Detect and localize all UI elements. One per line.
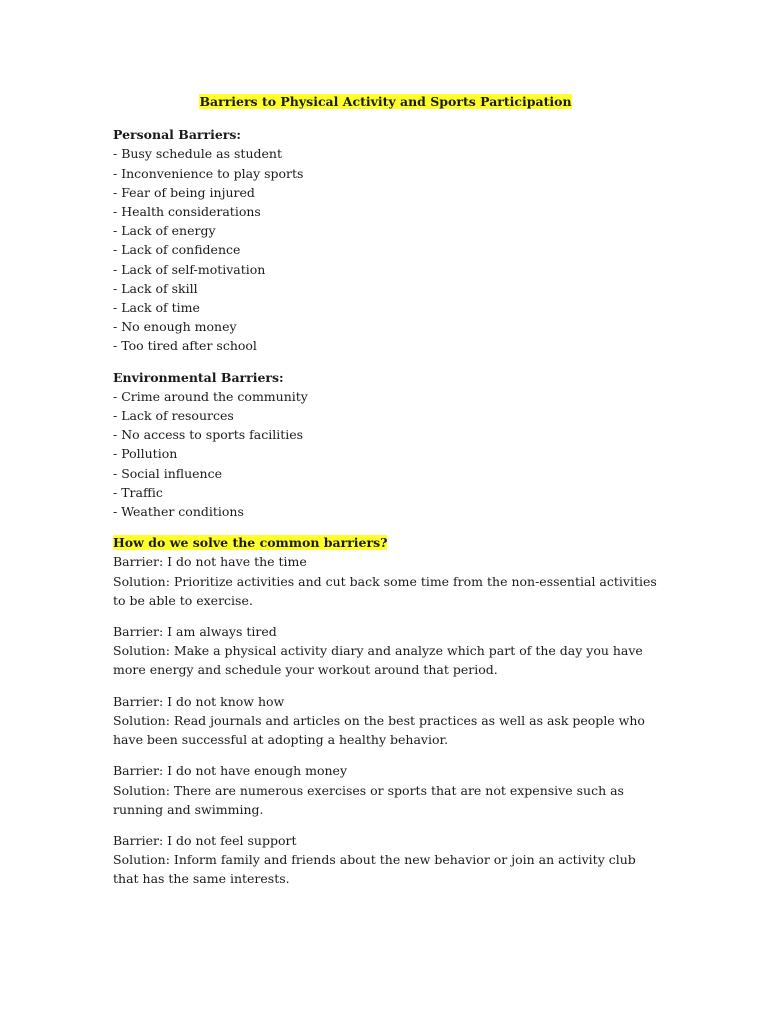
title-row [113, 92, 658, 111]
list-item: - Health considerations [113, 204, 261, 220]
list-item: - Fear of being injured [113, 184, 255, 200]
list-item: - Lack of self-motivation [113, 261, 266, 277]
list-item: - Lack of time [113, 300, 200, 316]
solutions-section [113, 533, 658, 888]
list-item: - Traffic [113, 484, 163, 500]
list-item: - Lack of energy [113, 223, 216, 239]
barrier-solution-pair [113, 761, 658, 819]
list-item: - Inconvenience to play sports [113, 165, 304, 181]
barrier-text: Barrier: I do not feel support [113, 832, 297, 848]
barrier-solution-pair [113, 622, 658, 680]
barrier-text: Barrier: I do not have enough money [113, 763, 348, 779]
list-item: - Lack of confidence [113, 242, 241, 258]
solutions-heading: How do we solve the common barriers? [113, 535, 388, 551]
solution-text: Solution: Prioritize activities and cut back some time from the non-essential activities to be able to exercise. [113, 573, 657, 608]
list-item: - Crime around the community [113, 388, 308, 404]
list-item: - No access to sports facilities [113, 427, 304, 443]
list-item: - Lack of skill [113, 280, 198, 296]
barrier-text: Barrier: I am always tired [113, 624, 277, 640]
environmental-barriers-heading: Environmental Barriers: [113, 369, 284, 385]
list-item: - No enough money [113, 319, 237, 335]
personal-barriers-section [113, 125, 658, 355]
personal-barriers-heading: Personal Barriers: [113, 127, 242, 143]
list-item: - Weather conditions [113, 504, 244, 520]
barrier-solution-pair [113, 831, 658, 889]
list-item: - Lack of resources [113, 408, 234, 424]
environmental-barriers-list [113, 387, 658, 521]
document-page [113, 92, 658, 901]
barrier-solution-pair [113, 692, 658, 750]
solution-text: Solution: Read journals and articles on the best practices as well as ask people who have been successful at adopting a healthy behavior. [113, 712, 645, 748]
list-item: - Pollution [113, 446, 178, 462]
document-title: Barriers to Physical Activity and Sports Participation [199, 94, 572, 109]
solution-text: Solution: Inform family and friends about the new behavior or join an activity club that has the same interests. [113, 852, 636, 887]
list-item: - Too tired after school [113, 338, 257, 354]
environmental-barriers-section [113, 368, 658, 522]
barrier-solution-pair [113, 552, 658, 610]
solution-text: Solution: There are numerous exercises or sports that are not expensive such as running and swimming. [113, 782, 624, 817]
personal-barriers-list [113, 144, 658, 355]
solution-text: Solution: Make a physical activity diary and analyze which part of the day you have more energy and schedule your workout around that period. [113, 643, 643, 678]
list-item: - Social influence [113, 465, 222, 481]
barrier-text: Barrier: I do not know how [113, 693, 285, 709]
list-item: - Busy schedule as student [113, 146, 282, 162]
barrier-text: Barrier: I do not have the time [113, 554, 307, 570]
